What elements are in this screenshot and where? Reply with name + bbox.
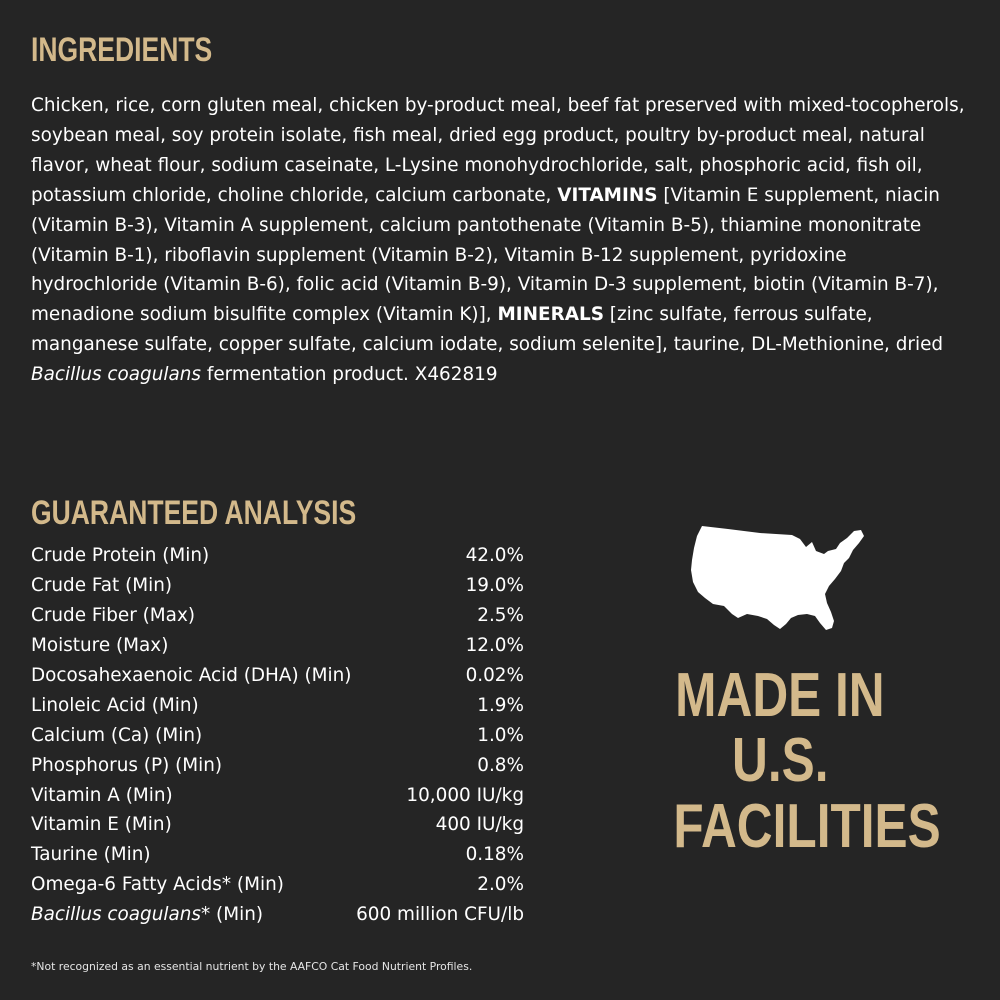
analysis-row <box>31 661 524 691</box>
analysis-label: Linoleic Acid (Min) <box>31 694 199 716</box>
analysis-row <box>31 631 524 661</box>
analysis-label: Moisture (Max) <box>31 635 169 657</box>
vitamins-label: VITAMINS <box>557 184 658 206</box>
made-in-line <box>640 661 920 730</box>
analysis-row <box>31 840 524 870</box>
guaranteed-analysis-table <box>31 541 524 930</box>
analysis-value: 600 million CFU/lb <box>356 904 524 926</box>
analysis-row <box>31 601 524 631</box>
analysis-label: Omega-6 Fatty Acids* (Min) <box>31 874 284 896</box>
analysis-row <box>31 870 524 900</box>
analysis-value: 400 IU/kg <box>435 814 524 836</box>
bacillus-name: Bacillus coagulans <box>31 364 201 386</box>
analysis-value: 1.9% <box>477 694 524 716</box>
analysis-label: Vitamin E (Min) <box>31 814 172 836</box>
ingredients-text-end: fermentation product. X462819 <box>201 364 498 386</box>
analysis-label <box>31 904 263 925</box>
analysis-value: 42.0% <box>465 545 524 567</box>
ingredients-heading: INGREDIENTS <box>31 31 213 69</box>
analysis-value: 10,000 IU/kg <box>406 784 524 806</box>
analysis-label: Docosahexaenoic Acid (DHA) (Min) <box>31 665 352 686</box>
analysis-value: 0.8% <box>477 754 524 776</box>
analysis-row <box>31 780 524 810</box>
facilities-text: FACILITIES <box>673 792 941 861</box>
minerals-text: [zinc sulfate, ferrous sulfate, manganese sulfate, copper sulfate, calcium iodate, sodium selenite], taurine, DL-Methionine, dried <box>31 304 944 356</box>
analysis-value: 19.0% <box>465 575 524 597</box>
us-text: U.S. <box>731 726 829 795</box>
guaranteed-analysis-heading: GUARANTEED ANALYSIS <box>31 494 357 532</box>
facilities-line <box>640 792 941 861</box>
analysis-row <box>31 571 524 601</box>
analysis-label: Crude Fiber (Max) <box>31 605 196 627</box>
analysis-value: 2.5% <box>477 605 524 627</box>
analysis-row <box>31 720 524 750</box>
analysis-label: Crude Protein (Min) <box>31 545 210 567</box>
analysis-value: 0.02% <box>465 665 524 686</box>
analysis-label: Crude Fat (Min) <box>31 575 173 597</box>
analysis-row <box>31 690 524 720</box>
us-line <box>640 726 920 795</box>
analysis-label: Phosphorus (P) (Min) <box>31 754 223 776</box>
usa-map-icon <box>688 520 868 635</box>
made-in-text: MADE IN <box>675 661 885 730</box>
analysis-value: 1.0% <box>477 724 524 746</box>
analysis-row <box>31 750 524 780</box>
bacillus-label-suffix: * (Min) <box>201 904 264 926</box>
footnote: *Not recognized as an essential nutrient by the AAFCO Cat Food Nutrient Profiles. <box>31 960 473 973</box>
minerals-label: MINERALS <box>497 304 604 326</box>
analysis-row <box>31 541 524 571</box>
vitamins-text: [Vitamin E supplement, niacin (Vitamin B-3), Vitamin A supplement, calcium pantothenate (Vitamin B-5), thiamine mononitrate (Vitamin B-1), riboflavin supplement (Vitamin B-2), Vitamin B-12 supplement, pyridoxine hydrochloride (Vitamin B-6), folic acid (Vitamin B-9), Vitamin D-3 supplement, biotin (Vitamin B-7), menadione sodium bisulfite complex (Vitamin K)], <box>31 184 940 326</box>
analysis-value: 0.18% <box>465 844 524 866</box>
analysis-rows <box>31 541 524 900</box>
bacillus-label: Bacillus coagulans <box>31 904 201 926</box>
analysis-label: Vitamin A (Min) <box>31 784 173 806</box>
analysis-label: Taurine (Min) <box>31 844 151 866</box>
ingredients-text <box>31 91 971 390</box>
analysis-value: 2.0% <box>477 874 524 896</box>
analysis-label: Calcium (Ca) (Min) <box>31 724 203 746</box>
ingredients-text-part: Chicken, rice, corn gluten meal, chicken by-product meal, beef fat preserved with mixed-tocopherols, soybean meal, soy protein isolate, fish meal, dried egg product, poultry by-product meal, natural flavor, wheat flour, sodium caseinate, L-Lysine monohydrochloride, salt, phosphoric acid, fish oil, potassium chloride, choline chloride, calcium carbonate, <box>31 95 965 206</box>
analysis-row <box>31 810 524 840</box>
analysis-value: 12.0% <box>465 635 524 657</box>
analysis-row <box>31 900 524 930</box>
